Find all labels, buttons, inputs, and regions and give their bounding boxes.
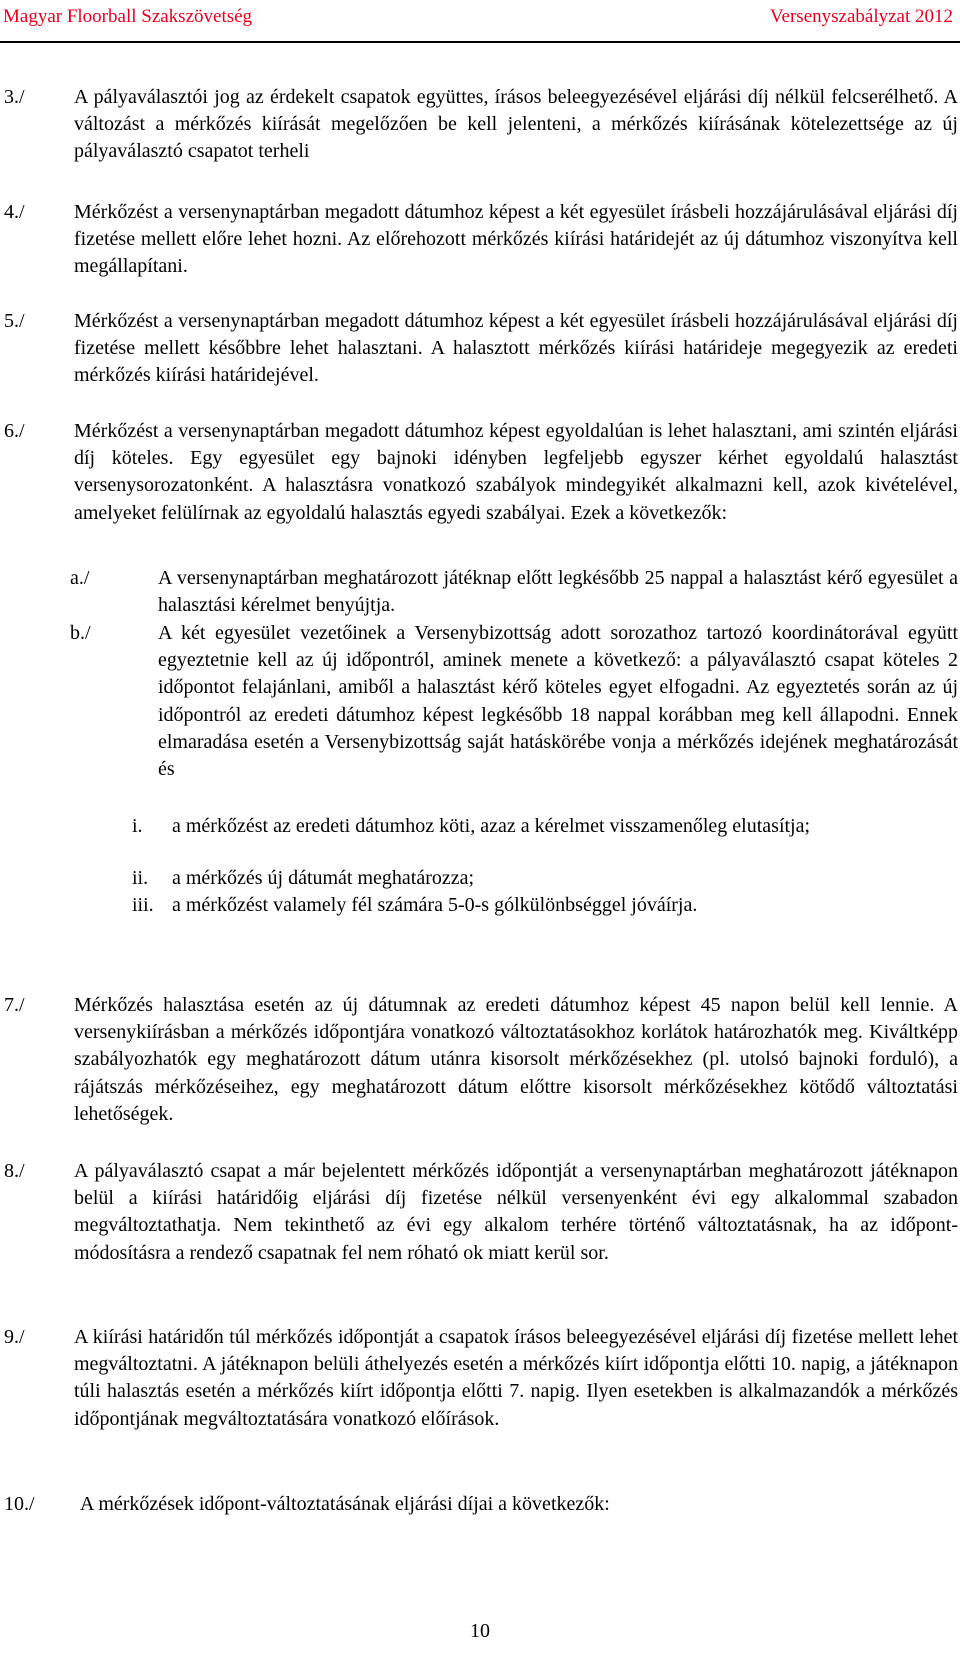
paragraph-text: A mérkőzések időpont-változtatásának eljárási díjai a következők: [80,1493,610,1515]
roman-label: ii. [132,867,149,889]
paragraph-text: Mérkőzést a versenynaptárban megadott dátumhoz képest a két egyesület írásbeli hozzájárulásával eljárási díj fizetése mellett későbbre lehet halasztani. A halasztott mérkőzés kiírási határideje megegyezik az eredeti mérkőzés kiírási határidejével. [74,310,958,387]
roman-text: a mérkőzést az eredeti dátumhoz köti, azaz a kérelmet visszamenőleg elutasítja; [172,815,811,837]
paragraph-text: Mérkőzést a versenynaptárban megadott dátumhoz képest a két egyesület írásbeli hozzájárulásával eljárási díj fizetése mellett előre lehet hozni. Az előrehozott mérkőzés kiírási határidejét az új dátumhoz viszonyítva kell megállapítani. [74,201,958,278]
subitem-label: a./ [70,567,90,589]
header-organization: Magyar Floorball Szakszövetség [3,6,253,27]
paragraph-text: A pályaválasztói jog az érdekelt csapatok együttes, írásos beleegyezésével eljárási díj nélkül felcserélhető. A változást a mérkőzés kiírását megelőzően be kell jelenteni, a mérkőzés kiírásának kötelezettsége az új pályaválasztó csapatot terheli [74,86,958,163]
paragraph-number: 5./ [4,310,25,332]
paragraph-number: 8./ [4,1160,25,1182]
paragraph-number: 10./ [4,1493,35,1515]
roman-label: iii. [132,894,154,916]
paragraph-text: A pályaválasztó csapat a már bejelentett mérkőzés időpontját a versenynaptárban meghatározott játéknapon belül a kiírási határidőig eljárási díj fizetése nélkül versenyenként évi egy alkalommal szabadon megváltoztathatja. Nem tekinthető az évi egy alkalom terhére történő változtatásnak, ha az időpont-módosításra a rendező csapatnak fel nem róható ok miatt kerül sor. [74,1160,958,1264]
roman-text: a mérkőzés új dátumát meghatározza; [172,867,475,889]
paragraph-text: Mérkőzést a versenynaptárban megadott dátumhoz képest egyoldalúan is lehet halasztani, ami szintén eljárási díj köteles. Egy egyesület egy bajnoki idényben legfeljebb egyszer kérhet egyoldalú halasztást versenysorozatonként. A halasztásra vonatkozó szabályok mindegyikét alkalmazni kell, azok kivételével, amelyeket felülírnak az egyoldalú halasztás egyedi szabályai. Ezek a következők: [74,420,958,524]
subitem-text: A két egyesület vezetőinek a Versenybizottság adott sorozathoz tartozó koordinátorával együtt egyeztetnie kell az új időpontról, aminek menete a következő: a pályaválasztó csapat köteles 2 időpontot felajánlani, amiből a halasztást kérő köteles egyet elfogadni. Az egyeztetés során az új időpontról az eredeti dátumhoz képest legkésőbb 18 nappal korábban meg kell állapodni. Ennek elmaradása esetén a Versenybizottság saját hatáskörébe vonja a mérkőzés idejének meghatározását és [158,622,958,781]
subitem-text: A versenynaptárban meghatározott játéknap előtt legkésőbb 25 nappal a halasztást kérő egyesület a halasztási kérelmet benyújtja. [158,567,958,617]
header-divider [0,41,960,43]
page-header [0,6,960,36]
header-document-title: Versenyszabályzat 2012 [769,6,953,27]
paragraph-number: 9./ [4,1326,25,1348]
paragraph-number: 6./ [4,420,25,442]
roman-text: a mérkőzést valamely fél számára 5-0-s gólkülönbséggel jóváírja. [172,894,698,916]
roman-label: i. [132,815,143,837]
paragraph-text: Mérkőzés halasztása esetén az új dátumnak az eredeti dátumhoz képest 45 napon belül kell lennie. A versenykiírásban a mérkőzés időpontjára vonatkozó változtatásokhoz korlátok határozhatók meg. Kiváltképp szabályozhatók egy meghatározott dátum utánra kisorsolt mérkőzésekhez (pl. utolsó bajnoki forduló), a rájátszás mérkőzéseihez, egy meghatározott dátum előttre kisorsolt mérkőzésekhez kötődő változtatási lehetőségek. [74,994,958,1125]
paragraph-number: 4./ [4,201,25,223]
paragraph-text: A kiírási határidőn túl mérkőzés időpontját a csapatok írásos beleegyezésével eljárási díj fizetése mellett lehet megváltoztatni. A játéknapon belüli áthelyezés esetén a mérkőzés kiírt időpontja előtti 10. napig, a játéknapon túli halasztás esetén a mérkőzés kiírt időpontja előtti 7. napig. Ilyen esetekben is alkalmazandók a mérkőzés időpontjának megváltoztatására vonatkozó előírások. [74,1326,958,1430]
subitem-label: b./ [70,622,91,644]
paragraph-number: 7./ [4,994,25,1016]
page-number: 10 [470,1620,490,1642]
paragraph-number: 3./ [4,86,25,108]
